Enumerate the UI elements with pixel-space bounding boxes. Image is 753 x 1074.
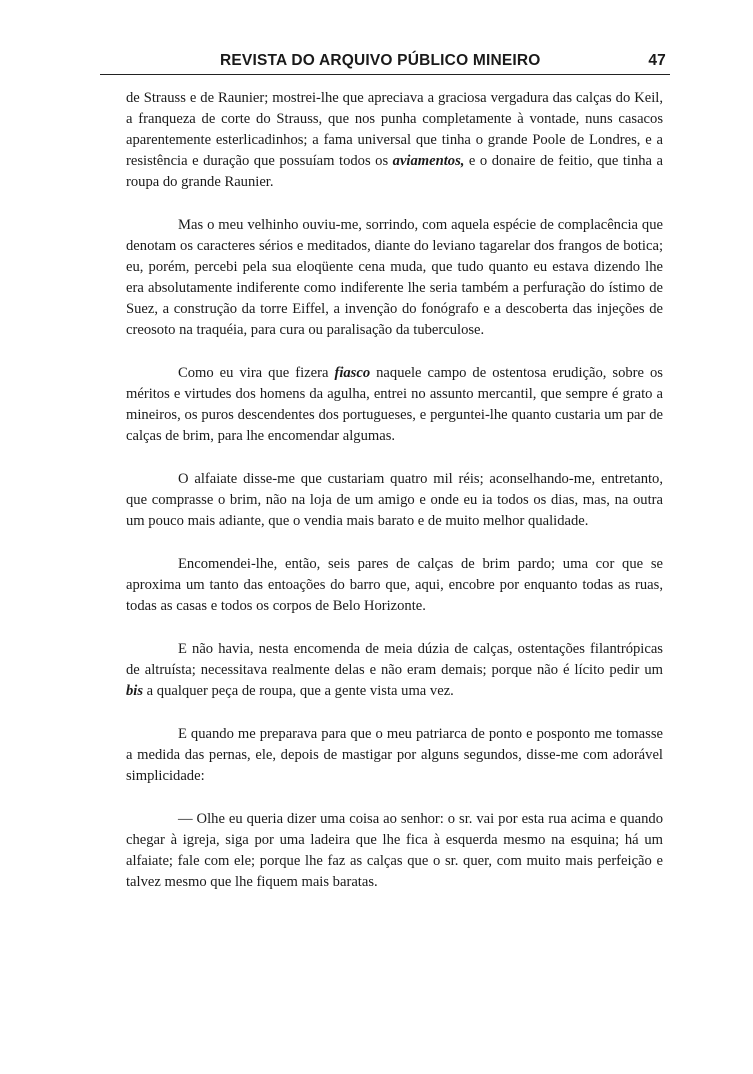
paragraph (126, 215, 663, 341)
paragraph (126, 724, 663, 787)
text-run: naquele campo de ostentosa erudição, sobre os méritos e virtudes dos homens da agulha, entrei no assunto mercantil, que sempre é grato a mineiros, os puros descendentes dos portugueses, e perguntei-lhe quanto custaria um par de calças de brim, para lhe encomendar algumas. (126, 365, 663, 444)
page-number: 47 (648, 52, 666, 69)
running-header (100, 48, 670, 75)
text-run: — Olhe eu queria dizer uma coisa ao senhor: o sr. vai por esta rua acima e quando chegar à igreja, siga por uma ladeira que lhe fica à esquerda mesmo na esquina; há um alfaiate; fale com ele; porque lhe faz as calças que o sr. quer, com muito mais perfeição e talvez mesmo que lhe fiquem mais baratas. (126, 811, 663, 890)
paragraph (126, 554, 663, 617)
paragraph (126, 809, 663, 893)
text-run: a qualquer peça de roupa, que a gente vista uma vez. (143, 683, 454, 699)
paragraph (126, 639, 663, 702)
text-run: E não havia, nesta encomenda de meia dúzia de calças, ostentações filantrópicas de altruísta; necessitava realmente delas e não eram demais; porque não é lícito pedir um (126, 641, 663, 678)
body-text (126, 88, 663, 915)
text-run: e o donaire de feitio, que tinha a roupa do grande Raunier. (126, 153, 664, 190)
paragraph (126, 363, 663, 447)
text-run: E quando me preparava para que o meu patriarca de ponto e posponto me tomasse a medida das pernas, ele, depois de mastigar por alguns segundos, disse-me com adorável simplicidade: (126, 726, 663, 784)
paragraph (126, 88, 663, 193)
text-run: Mas o meu velhinho ouviu-me, sorrindo, com aquela espécie de complacência que denotam os caracteres sérios e meditados, diante do leviano tagarelar dos frangos de botica; eu, porém, percebi pela sua eloqüente cena muda, que tudo quanto eu estava dizendo lhe era absolutamente indiferente como indiferente lhe seria também a perfuração do ístimo de Suez, a construção da torre Eiffel, a invenção do fonógrafo e a descoberta das injeções de creosoto na traquéia, para cura ou paralisação da tuberculose. (126, 217, 663, 338)
paragraph (126, 469, 663, 532)
journal-title: REVISTA DO ARQUIVO PÚBLICO MINEIRO (220, 52, 541, 69)
text-run: Como eu vira que fizera (178, 365, 335, 381)
italic-term: aviamentos, (392, 153, 465, 169)
text-run: de Strauss e de Raunier; mostrei-lhe que apreciava a graciosa vergadura das calças do Keil, a franqueza de corte do Strauss, que nos punha completamente à vontade, nuns casacos aparentemente esterlicadinhos; a fama universal que tinha o grande Poole de Londres, e a resistência e duração que possuíam todos os (126, 90, 663, 169)
italic-term: fiasco (334, 365, 371, 381)
italic-term: bis (126, 683, 144, 699)
text-run: Encomendei-lhe, então, seis pares de calças de brim pardo; uma cor que se aproxima um tanto das entoações do barro que, aqui, encobre por enquanto todas as ruas, todas as casas e todos os corpos de Belo Horizonte. (126, 556, 663, 614)
text-run: O alfaiate disse-me que custariam quatro mil réis; aconselhando-me, entretanto, que comprasse o brim, não na loja de um amigo e onde eu ia todos os dias, mas, na outra um pouco mais adiante, que o vendia mais barato e de muito melhor qualidade. (126, 471, 663, 529)
